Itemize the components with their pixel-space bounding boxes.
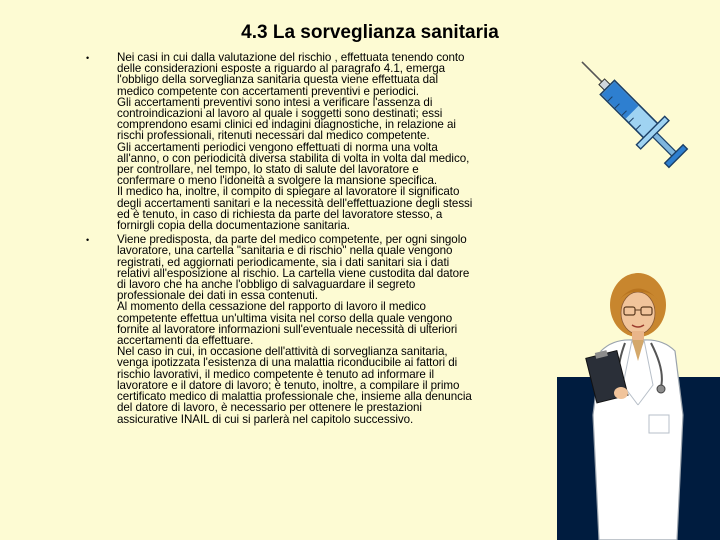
bullet-text-line: l'obbligo della sorveglianza sanitaria questa viene effettuata dal bbox=[117, 73, 438, 87]
syringe-needle bbox=[582, 62, 603, 83]
bullet-text-line: Al momento della cessazione del rapporto di lavoro il medico bbox=[117, 300, 426, 314]
bullet-text-line: comprendono esami clinici ed indagini diagnostiche, in relazione ai bbox=[117, 118, 456, 132]
bullet-text-line: assicurative INAIL di cui si parlerà nel capitolo successivo. bbox=[117, 412, 414, 426]
bullet-text-line: Gli accertamenti periodici vengono effettuati di norma una volta bbox=[117, 140, 438, 154]
bullet-text-line: lavoratore e il datore di lavoro; è tenuto, inoltre, a compilare il primo bbox=[117, 378, 460, 392]
bullet-text-line: lavoratore, una cartella "sanitaria e di rischio" nella quale vengono bbox=[117, 244, 453, 258]
bullet-item bbox=[86, 52, 554, 231]
bullet-list bbox=[86, 52, 554, 428]
bullet-text-line: controindicazioni al lavoro al quale i soggetti sono destinati; essi bbox=[117, 107, 443, 121]
bullet-text-line: Il medico ha, inoltre, il compito di spiegare al lavoratore il significato bbox=[117, 185, 460, 199]
bullet-text-line: degli accertamenti sanitari e la necessità dell'effettuazione degli stessi bbox=[117, 196, 473, 210]
bullet-text-line: venga ipotizzata l'esistenza di una malattia riconducibile ai fattori di bbox=[117, 356, 458, 370]
slide-title: 4.3 La sorveglianza sanitaria bbox=[241, 22, 499, 43]
bullet-text-line: rischi professionali, ritenuti necessari dal medico competente. bbox=[117, 129, 430, 143]
bullet-text-line: di lavoro che ha anche l'obbligo di salvaguardare il segreto bbox=[117, 278, 416, 292]
bullet-text-line: Gli accertamenti preventivi sono intesi a verificare l'assenza di bbox=[117, 95, 433, 109]
bullet-text-line: registrati, ed aggiornati periodicamente, sia i dati sanitari sia i dati bbox=[117, 255, 450, 269]
bullet-text-line: per controllare, nel tempo, lo stato di salute del lavoratore e bbox=[117, 163, 419, 177]
bullet-text-line: fornite al lavoratore informazioni sull'eventuale necessità di ulteriori bbox=[117, 322, 458, 336]
bullet-mark: • bbox=[86, 53, 90, 63]
bullet-text-line: Viene predisposta, da parte del medico competente, per ogni singolo bbox=[117, 233, 467, 247]
bullet-text-line: accertamenti da effettuare. bbox=[117, 334, 254, 348]
bullet-text-line: medico competente con accertamenti preventivi e periodici. bbox=[117, 84, 419, 98]
syringe-icon bbox=[560, 40, 710, 190]
bullet-mark: • bbox=[86, 235, 90, 246]
bullet-text-line: rischio lavorativi, il medico competente è tenuto ad informare il bbox=[117, 367, 435, 381]
bullet-text-line: del datore di lavoro, è necessario per ottenere le prestazioni bbox=[117, 401, 422, 415]
bullet-text-line: competente effettua un'ultima visita nel corso della quale vengono bbox=[117, 311, 453, 325]
bullet-text-line: relativi all'esposizione al rischio. La cartella viene custodita dal datore bbox=[117, 266, 470, 280]
bullet-text-line: professionale dei dati in essa contenuti. bbox=[117, 289, 318, 303]
bullet-text-line: certificato medico di malattia professionale che, insieme alla denuncia bbox=[117, 390, 472, 404]
bullet-text-line: Nel caso in cui, in occasione dell'attività di sorveglianza sanitaria, bbox=[117, 345, 448, 359]
bullet-text-line: Nei casi in cui dalla valutazione del rischio , effettuata tenendo conto bbox=[117, 51, 465, 64]
bullet-text-line: ed è tenuto, in caso di richiesta da parte del lavoratore stesso, a bbox=[117, 207, 443, 221]
bullet-item bbox=[86, 234, 554, 424]
bullet-text-line: delle considerazioni esposte a riguardo al paragrafo 4.1, emerga bbox=[117, 62, 446, 76]
bullet-text-line: confermare o meno l'idoneità a svolgere la mansione specifica. bbox=[117, 174, 438, 188]
bullet-text-line: fornirgli copia della documentazione sanitaria. bbox=[117, 219, 350, 233]
bullet-text-line: all'anno, o con periodicità diversa stabilita di volta in volta dal medico, bbox=[117, 151, 470, 165]
doctor-illustration bbox=[583, 265, 693, 540]
syringe-plunger bbox=[653, 133, 677, 157]
